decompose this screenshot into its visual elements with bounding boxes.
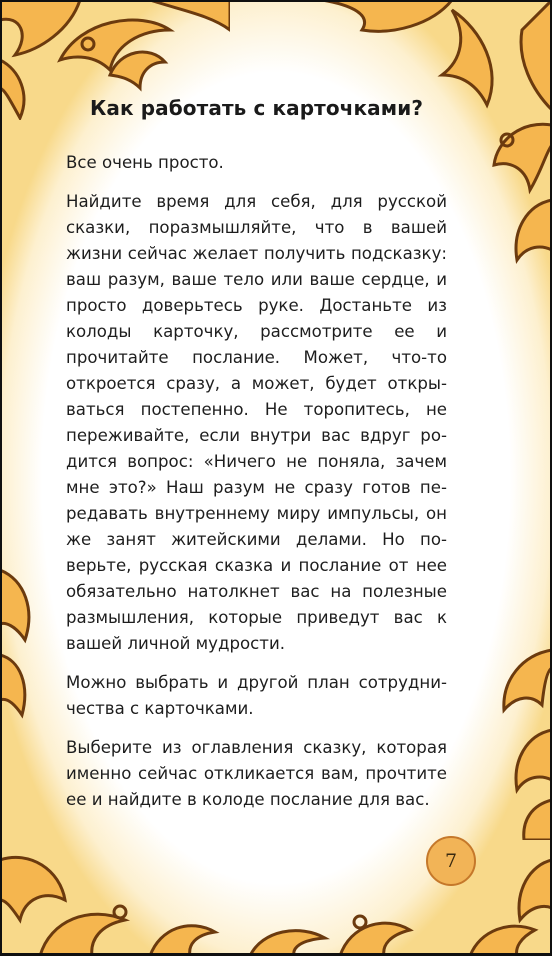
paragraph-alternative: Можно выбрать и другой план сотрудничества с карточками. xyxy=(66,673,447,718)
ornament-left-lower xyxy=(0,560,70,720)
ornament-right-lower xyxy=(462,640,552,840)
page-number-badge: 7 xyxy=(426,836,476,886)
ornament-bottom xyxy=(0,820,552,956)
page-border-top xyxy=(0,0,552,2)
paragraph-instructions: Выберите из оглавления сказку, которая именно сейчас откликается вам, прочтите ее и найдите в колоде послание для вас. xyxy=(66,738,447,809)
paragraph-intro: Все очень просто. xyxy=(66,153,224,172)
paragraph-main: Найдите время для себя, для русской сказки, поразмышляйте, что в вашей жизни сейчас желает получить подсказку: ваш разум, ваше тело или ваше сердце, и просто доверьтесь руке. Достаньте из колоды карточку, рассмотрите ее и прочитайте послание. Может, что-то откроется сразу, а может, будет открываться постепенно. Не торопитесь, не переживайте, если внутри вас вдруг родится вопрос: «Ничего не поняла, зачем мне это?» Наш разум не сразу готов передавать внутреннему миру импульсы, он же занят житейскими делами. Но поверьте, русская сказка и послание от нее обязательно натолкнет вас на полезные размышления, которые приведут вас к вашей личной мудрости. xyxy=(66,192,447,653)
page-title: Как работать с карточками? xyxy=(89,96,424,120)
page-border-left xyxy=(0,0,2,956)
page-content xyxy=(66,96,447,826)
